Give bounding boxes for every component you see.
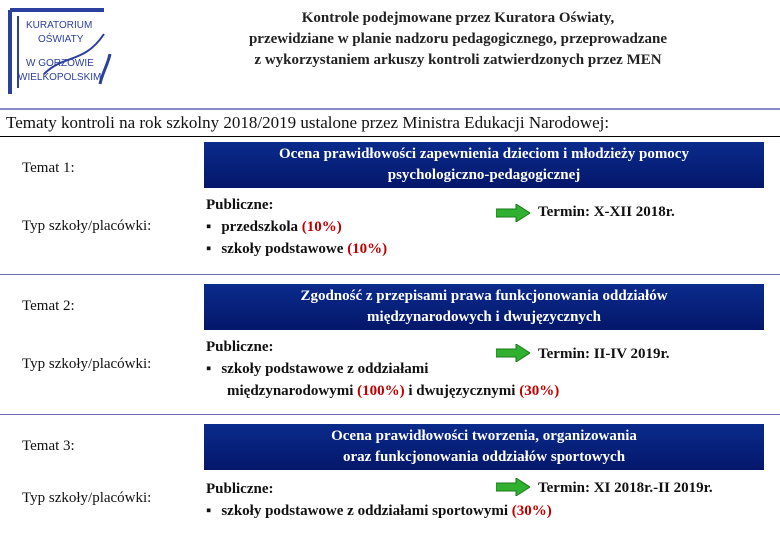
arrow-right-icon <box>496 344 530 362</box>
topic-1-item-2: ▪ szkoły podstawowe (10%) <box>206 238 387 260</box>
title-line-1: Kontrole podejmowane przez Kuratora Oświaty, <box>301 10 615 26</box>
topic-2-title-line-1: Zgodność z przepisami prawa funkcjonowania oddziałów <box>300 288 668 304</box>
topic-2-pct-2: (30%) <box>519 383 560 399</box>
topic-3-item-1-pct: (30%) <box>511 503 552 519</box>
topic-2-public: Publiczne: <box>206 339 274 355</box>
topic-2-title-line-2: międzynarodowych i dwujęzycznych <box>367 309 601 325</box>
title-line-2: przewidziane w planie nadzoru pedagogicznego, przeprowadzane <box>248 31 668 47</box>
topic-3-item-1: ▪ szkoły podstawowe z oddziałami sportowymi (30%) <box>206 500 552 522</box>
topic-2-item-1: ▪ szkoły podstawowe z oddziałami <box>206 358 559 380</box>
separator <box>0 414 780 415</box>
logo-line1: KURATORIUM <box>26 20 93 31</box>
logo-line2: OŚWIATY <box>38 34 84 45</box>
topic-1-item-1: ▪ przedszkola (10%) <box>206 216 387 238</box>
separator <box>0 274 780 275</box>
title-line-3: z wykorzystaniem arkuszy kontroli zatwierdzonych przez MEN <box>254 52 662 68</box>
subtitle-divider <box>0 136 780 137</box>
topic-3-title-line-1: Ocena prawidłowości tworzenia, organizowania <box>331 428 637 444</box>
topic-2-item-1-cont: międzynarodowymi (100%) i dwujęzycznymi (30%) <box>227 383 560 399</box>
topic-3-term: Termin: XI 2018r.-II 2019r. <box>538 480 713 496</box>
header-divider <box>0 108 780 110</box>
topic-3-title-line-2: oraz funkcjonowania oddziałów sportowych <box>342 449 626 465</box>
subtitle: Tematy kontroli na rok szkolny 2018/2019 ustalone przez Ministra Edukacji Narodowej: <box>6 113 610 132</box>
topic-1-school-list <box>206 194 387 260</box>
topic-2-pct-1: (100%) <box>357 383 405 399</box>
topic-1-item-2-pct: (10%) <box>347 241 388 257</box>
topic-3-public: Publiczne: <box>206 481 274 497</box>
topic-2-school-label: Typ szkoły/placówki: <box>22 356 152 372</box>
topic-1-title-line-1: Ocena prawidłowości zapewnienia dzieciom i młodzieży pomocy <box>279 146 689 162</box>
topic-1-item-1-pct: (10%) <box>301 219 342 235</box>
topic-1-term: Termin: X-XII 2018r. <box>538 204 675 220</box>
arrow-right-icon <box>496 478 530 496</box>
topic-2-label: Temat 2: <box>22 298 75 314</box>
arrow-right-icon <box>496 204 530 222</box>
logo-line3: W GORZOWIE <box>26 58 94 69</box>
kuratorium-logo <box>4 4 114 100</box>
topic-3-school-label: Typ szkoły/placówki: <box>22 490 152 506</box>
page-title <box>198 8 718 71</box>
logo-line4: WIELKOPOLSKIM <box>18 72 102 83</box>
topic-3-label: Temat 3: <box>22 438 75 454</box>
topic-2-box <box>204 284 764 330</box>
topic-1-box <box>204 142 764 188</box>
topic-1-school-label: Typ szkoły/placówki: <box>22 218 152 234</box>
topic-3-box <box>204 424 764 470</box>
topic-2-term: Termin: II-IV 2019r. <box>538 346 670 362</box>
topic-1-title-line-2: psychologiczno-pedagogicznej <box>387 167 581 183</box>
topic-1-label: Temat 1: <box>22 160 75 176</box>
topic-1-public: Publiczne: <box>206 197 274 213</box>
